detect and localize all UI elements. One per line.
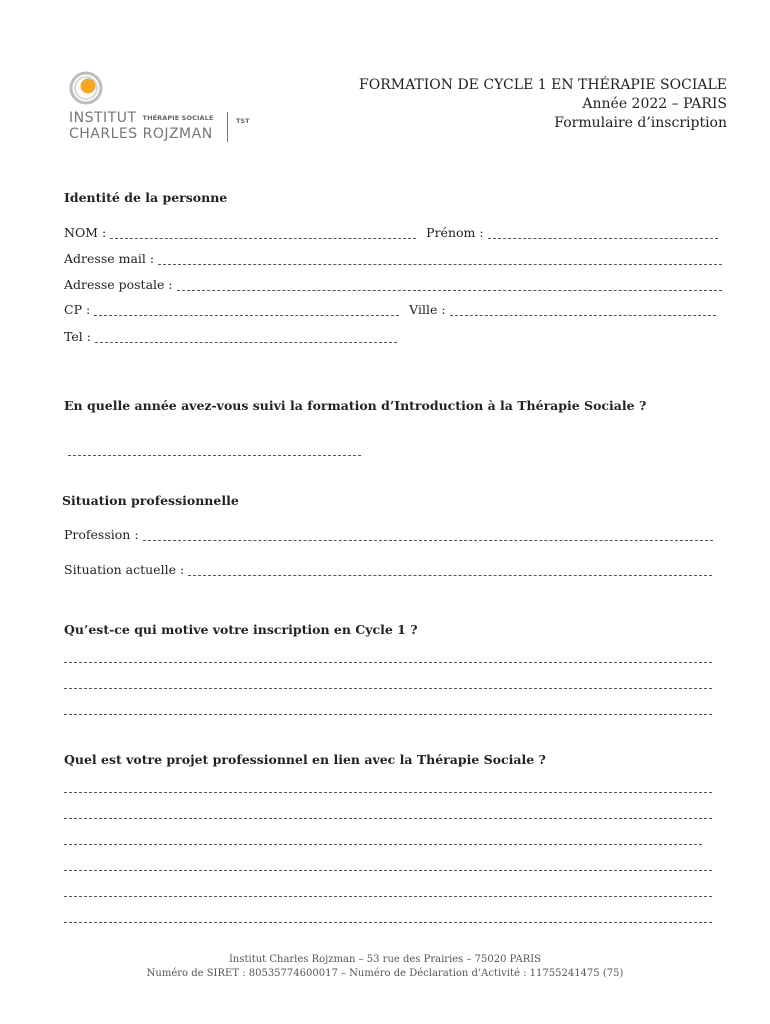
intro-year-field[interactable]	[68, 455, 361, 456]
logo-text-line2: CHARLES ROJZMAN	[69, 126, 213, 142]
postal-label: Adresse postale :	[64, 277, 173, 292]
ville-field[interactable]	[450, 315, 716, 316]
prenom-label: Prénom :	[426, 225, 484, 240]
ville-label: Ville :	[409, 302, 446, 317]
project-answer-line[interactable]	[64, 818, 712, 819]
project-answer-line[interactable]	[64, 896, 712, 897]
email-label: Adresse mail :	[64, 251, 155, 266]
current-situation-field[interactable]	[188, 575, 712, 576]
postal-field[interactable]	[177, 290, 722, 291]
cp-field-row	[64, 302, 716, 317]
email-field-row	[64, 251, 722, 266]
institute-logo	[68, 70, 268, 150]
email-field[interactable]	[158, 264, 722, 265]
logo-tag: TST	[236, 117, 250, 125]
profession-field[interactable]	[143, 540, 713, 541]
project-answer-line[interactable]	[64, 844, 702, 845]
motivation-answer-line[interactable]	[64, 688, 712, 689]
profession-field-row	[64, 527, 713, 542]
footer-address: Institut Charles Rojzman – 53 rue des Prairies – 75020 PARIS	[228, 954, 542, 965]
postal-field-row	[64, 277, 722, 292]
footer	[0, 953, 770, 981]
nom-field[interactable]	[110, 238, 416, 239]
footer-registration: Numéro de SIRET : 80535774600017 – Numéro de Déclaration d’Activité : 11755241475 (75)	[146, 968, 624, 979]
project-question: Quel est votre projet professionnel en lien avec la Thérapie Sociale ?	[64, 752, 546, 767]
motivation-answer-line[interactable]	[64, 662, 712, 663]
motivation-question: Qu’est-ce qui motive votre inscription en Cycle 1 ?	[64, 622, 418, 637]
document-header	[359, 76, 727, 133]
identity-heading: Identité de la personne	[64, 190, 228, 205]
project-answer-line[interactable]	[64, 792, 712, 793]
cp-field[interactable]	[94, 315, 399, 316]
cp-label: CP :	[64, 302, 91, 317]
intro-question: En quelle année avez-vous suivi la formation d’Introduction à la Thérapie Sociale ?	[64, 398, 647, 413]
current-situation-label: Situation actuelle :	[64, 562, 185, 577]
prenom-field[interactable]	[488, 238, 718, 239]
tel-label: Tel :	[64, 329, 91, 344]
motivation-answer-line[interactable]	[64, 714, 712, 715]
situation-heading: Situation professionnelle	[62, 493, 239, 508]
current-situation-field-row	[64, 562, 712, 577]
document-subtitle: Année 2022 – PARIS	[582, 96, 727, 112]
logo-circle-icon	[68, 70, 108, 106]
form-name: Formulaire d’inscription	[554, 115, 727, 131]
tel-field[interactable]	[95, 342, 397, 343]
project-answer-line[interactable]	[64, 922, 712, 923]
logo-text-line1: INSTITUT $^{THÉRAPIE SOCIALE}$	[69, 110, 214, 126]
document-title: FORMATION DE CYCLE 1 EN THÉRAPIE SOCIALE	[359, 77, 727, 93]
project-answer-line[interactable]	[64, 870, 712, 871]
tel-field-row	[64, 329, 397, 344]
nom-field-row	[64, 225, 718, 240]
nom-label: NOM :	[64, 225, 107, 240]
logo-divider	[227, 112, 228, 142]
profession-label: Profession :	[64, 527, 139, 542]
